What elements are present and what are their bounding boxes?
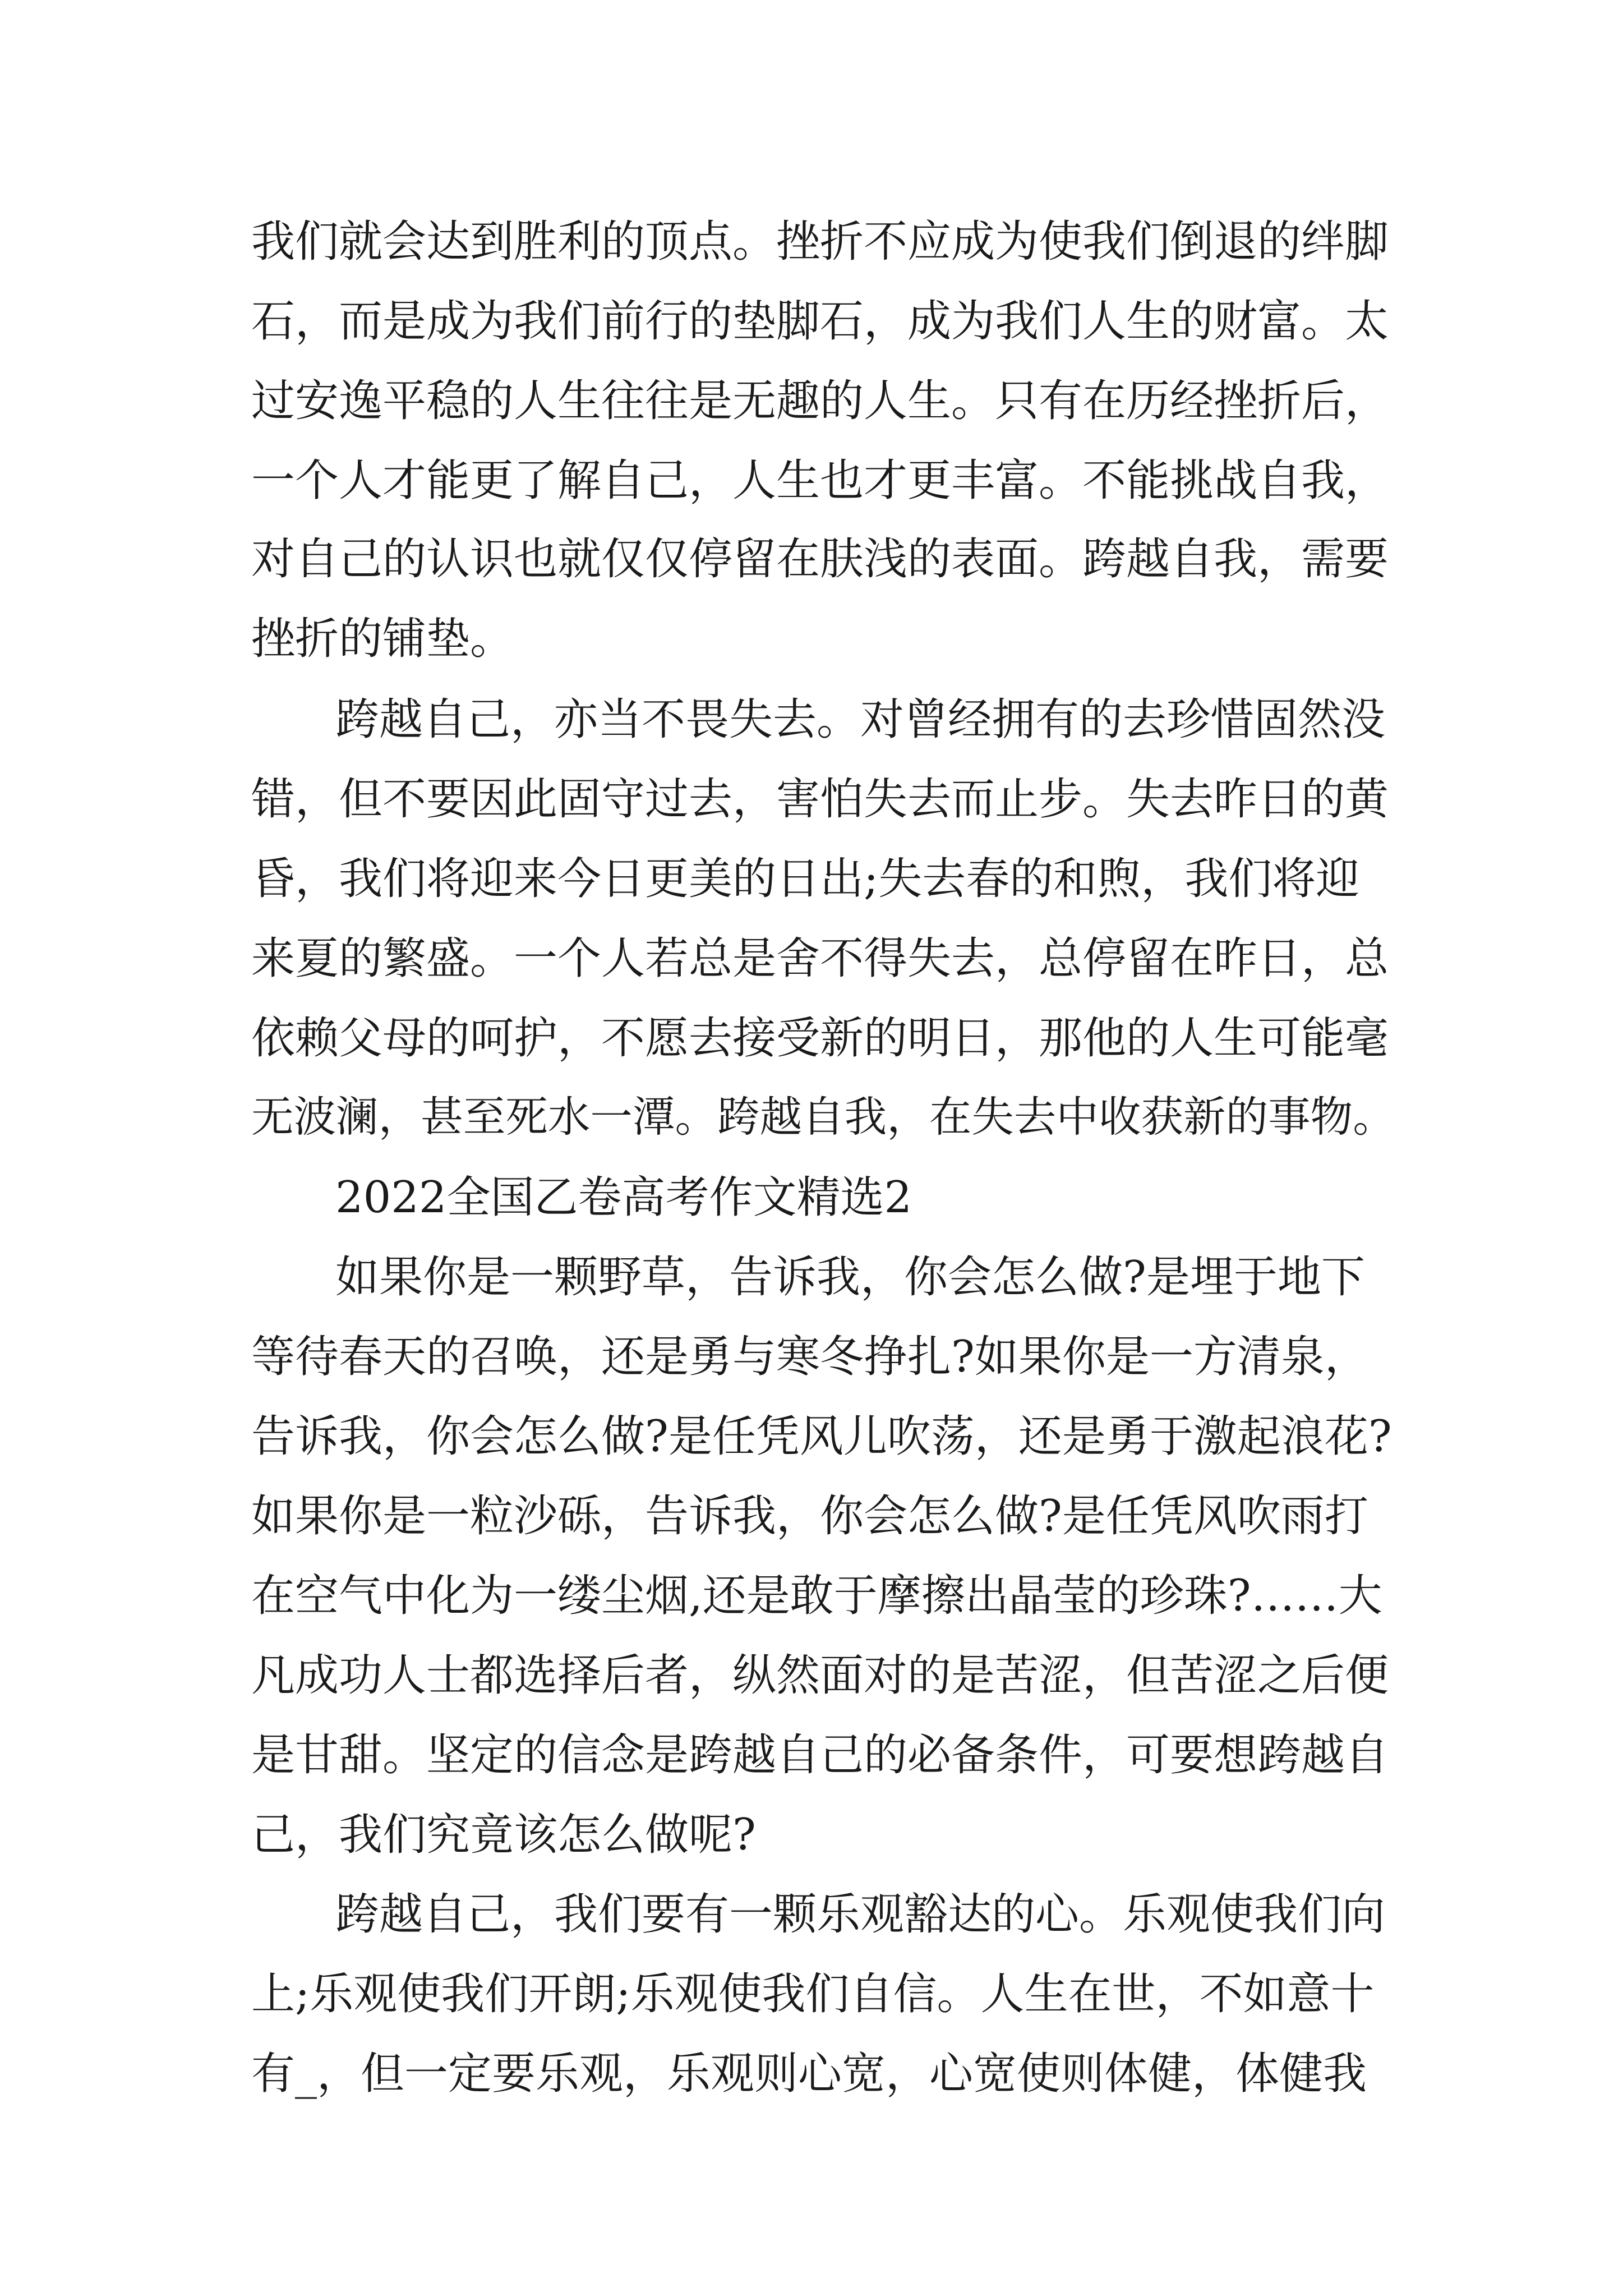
paragraph-start-line: 跨越自己，亦当不畏失去。对曾经拥有的去珍惜固然没 [335,694,1386,745]
text-line: 是甘甜。坚定的信念是跨越自己的必备条件，可要想跨越自 [251,1730,1389,1780]
paragraph-start-line: 跨越自己，我们要有一颗乐观豁达的心。乐观使我们向 [335,1889,1386,1940]
text-line: 我们就会达到胜利的顶点。挫折不应成为使我们倒退的绊脚 [251,217,1389,267]
text-line: 有_，但一定要乐观，乐观则心宽，心宽使则体健，体健我 [251,2049,1367,2099]
text-line: 昏，我们将迎来今日更美的日出;失去春的和煦，我们将迎 [251,854,1360,904]
text-line: 过安逸平稳的人生往往是无趣的人生。只有在历经挫折后， [251,376,1389,426]
text-line: 己，我们究竟该怎么做呢? [251,1810,756,1860]
paragraph-start-line: 如果你是一颗野草，告诉我，你会怎么做?是埋于地下 [335,1252,1365,1303]
text-line: 如果你是一粒沙砾，告诉我，你会怎么做?是任凭风吹雨打 [251,1491,1368,1542]
text-line: 挫折的铺垫。 [251,614,514,664]
text-line: 石，而是成为我们前行的垫脚石，成为我们人生的财富。太 [251,296,1389,347]
text-line: 依赖父母的呵护，不愿去接受新的明日，那他的人生可能毫 [251,1013,1389,1064]
text-line: 告诉我，你会怎么做?是任凭风儿吹荡，还是勇于激起浪花? [251,1411,1392,1462]
text-line: 在空气中化为一缕尘烟,还是敢于摩擦出晶莹的珍珠?……大 [251,1571,1382,1621]
text-line: 对自己的认识也就仅仅停留在肤浅的表面。跨越自我，需要 [251,534,1389,585]
text-line: 等待春天的召唤，还是勇与寒冬挣扎?如果你是一方清泉， [251,1332,1368,1382]
section-heading: 2022全国乙卷高考作文精选2 [335,1172,912,1223]
text-line: 无波澜，甚至死水一潭。跨越自我，在失去中收获新的事物。 [251,1092,1395,1142]
text-line: 上;乐观使我们开朗;乐观使我们自信。人生在世，不如意十 [251,1969,1375,2019]
text-line: 错，但不要因此固守过去，害怕失去而止步。失去昨日的黄 [251,774,1389,825]
text-line: 一个人才能更了解自己，人生也才更丰富。不能挑战自我， [251,455,1389,506]
text-line: 凡成功人士都选择后者，纵然面对的是苦涩，但苦涩之后便 [251,1650,1389,1701]
text-line: 来夏的繁盛。一个人若总是舍不得失去，总停留在昨日，总 [251,933,1389,984]
